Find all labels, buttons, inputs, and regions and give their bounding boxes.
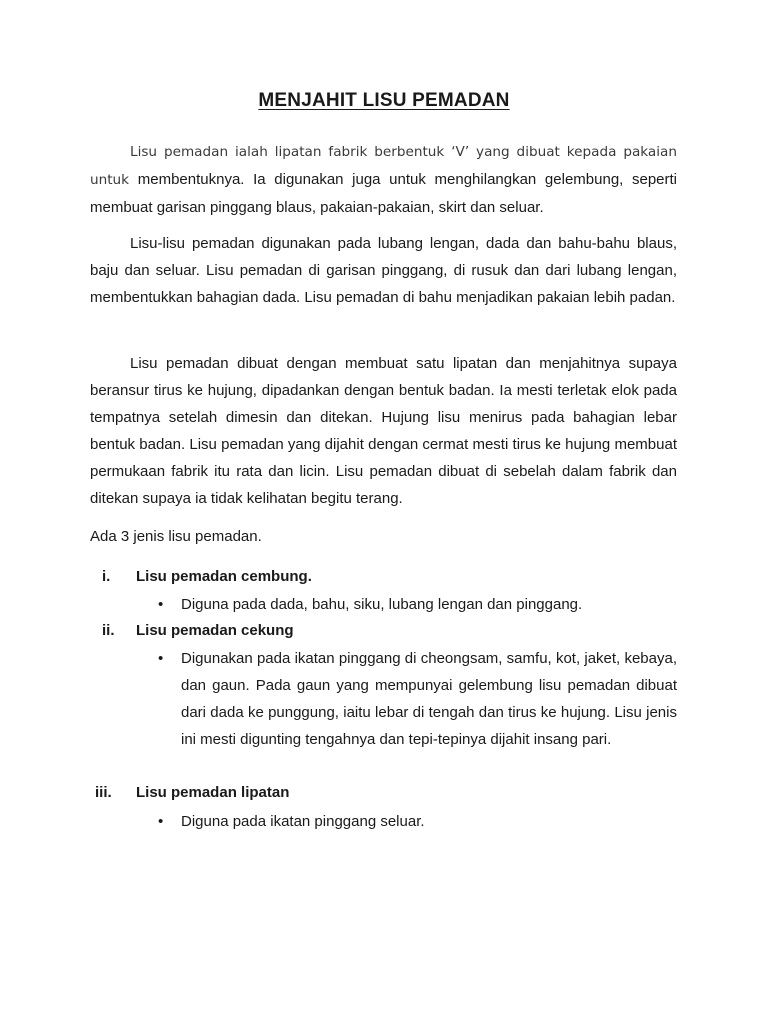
paragraph-2: Lisu-lisu pemadan digunakan pada lubang lengan, dada dan bahu-bahu blaus, baju dan seluar. Lisu pemadan di garisan pinggang, di rusuk dan dari lubang lengan, membentukkan bahagian dada. Lisu pemadan di bahu menjadikan pakaian lebih padan. bbox=[90, 235, 677, 306]
list-intro: Ada 3 jenis lisu pemadan. bbox=[90, 528, 262, 545]
bullet-icon: • bbox=[158, 813, 164, 830]
bullet-text: Digunakan pada ikatan pinggang di cheongsam, samfu, kot, jaket, kebaya, dan gaun. Pada gaun yang mempunyai gelembung lisu pemadan dibuat dari dada ke punggung, iaitu lebar di tengah dan tirus ke hujung. Lisu jenis ini mesti digunting tengahnya dan tepi-tepinya dijahit insang pari. bbox=[181, 650, 677, 748]
bullet-text: Diguna pada ikatan pinggang seluar. bbox=[181, 813, 425, 830]
paragraph-3: Lisu pemadan dibuat dengan membuat satu lipatan dan menjahitnya supaya beransur tirus ke hujung, dipadankan dengan bentuk badan. Ia mesti terletak elok pada tempatnya setelah dimesin dan ditekan. Hujung lisu menirus pada bahagian lebar bentuk badan. Lisu pemadan yang dijahit dengan cermat mesti tirus ke hujung membuat permukaan fabrik itu rata dan licin. Lisu pemadan dibuat di sebelah dalam fabrik dan ditekan supaya ia tidak kelihatan begitu terang. bbox=[90, 355, 677, 507]
paragraph-1 bbox=[90, 138, 677, 221]
bullet-text: Diguna pada dada, bahu, siku, lubang lengan dan pinggang. bbox=[181, 596, 583, 613]
list-heading: Lisu pemadan cekung bbox=[136, 622, 294, 639]
document-title: MENJAHIT LISU PEMADAN bbox=[258, 90, 510, 111]
bullet-icon: • bbox=[158, 650, 164, 667]
list-numeral: i. bbox=[102, 568, 111, 585]
list-heading: Lisu pemadan lipatan bbox=[136, 784, 290, 801]
paragraph-1-lead: Lisu pemadan ialah lipatan fabrik berbentuk ‘V’ yang dibuat kepada pakaian untuk bbox=[90, 144, 677, 188]
bullet-icon: • bbox=[158, 596, 164, 613]
list-numeral: iii. bbox=[95, 784, 112, 801]
list-numeral: ii. bbox=[102, 622, 115, 639]
list-heading: Lisu pemadan cembung. bbox=[136, 568, 312, 585]
paragraph-1-rest: membentuknya. Ia digunakan juga untuk menghilangkan gelembung, seperti membuat garisan pinggang blaus, pakaian-pakaian, skirt dan seluar. bbox=[90, 171, 678, 216]
